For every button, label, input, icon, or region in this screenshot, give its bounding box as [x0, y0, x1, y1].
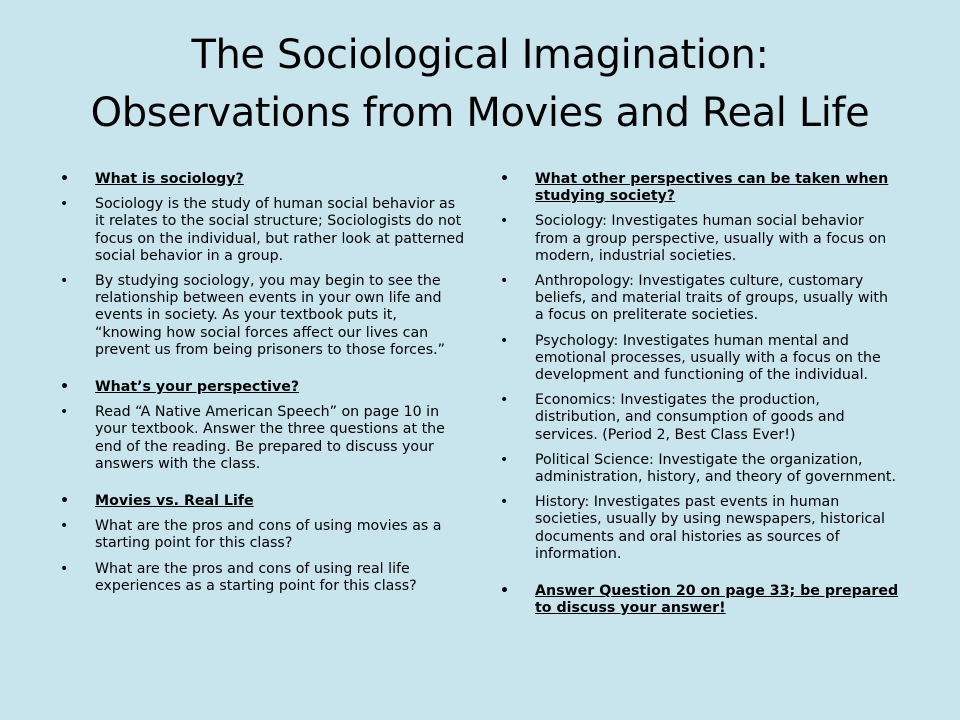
bullet-political-science: • Political Science: Investigate the organization, administration, history, and theory of government. [500, 452, 900, 486]
bullet-real-life-pros-cons: • What are the pros and cons of using real life experiences as a starting point for this class? [60, 561, 465, 595]
slide-title [0, 26, 960, 142]
left-bullet-list [60, 171, 465, 595]
heading-other-perspectives: • What other perspectives can be taken when studying society? [500, 171, 900, 205]
bullet-native-american-speech: • Read “A Native American Speech” on page 10 in your textbook. Answer the three questions at the end of the reading. Be prepared to discuss your answers with the class. [60, 404, 465, 473]
bullet-sociology-definition: • Sociology is the study of human social behavior as it relates to the social structure; Sociologists do not focus on the individual, but rather look at patterned social behavior in a group. [60, 196, 465, 265]
bullet-anthropology: • Anthropology: Investigates culture, customary beliefs, and material traits of groups, usually with a focus on preliterate societies. [500, 273, 900, 325]
bullet-history: • History: Investigates past events in human societies, usually by using newspapers, historical documents and oral histories as sources of information. [500, 494, 900, 563]
left-column [60, 171, 465, 603]
bullet-sociology: • Sociology: Investigates human social behavior from a group perspective, usually with a focus on modern, industrial societies. [500, 213, 900, 265]
right-bullet-list [500, 171, 900, 617]
bullet-movies-pros-cons: • What are the pros and cons of using movies as a starting point for this class? [60, 518, 465, 552]
right-column [500, 171, 900, 625]
title-line-1: The Sociological Imagination: [191, 32, 769, 78]
heading-whats-your-perspective: • What’s your perspective? [60, 379, 465, 396]
bullet-psychology: • Psychology: Investigates human mental and emotional processes, usually with a focus on the development and functioning of the individual. [500, 333, 900, 385]
heading-movies-vs-real-life: • Movies vs. Real Life [60, 493, 465, 510]
heading-what-is-sociology: • What is sociology? [60, 171, 465, 188]
heading-answer-question-20: • Answer Question 20 on page 33; be prepared to discuss your answer! [500, 583, 900, 617]
title-line-2: Observations from Movies and Real Life [90, 90, 870, 136]
bullet-economics: • Economics: Investigates the production, distribution, and consumption of goods and services. (Period 2, Best Class Ever!) [500, 392, 900, 444]
bullet-studying-sociology: • By studying sociology, you may begin to see the relationship between events in your own life and events in society. As your textbook puts it, “knowing how social forces affect our lives can prevent us from being prisoners to those forces.” [60, 273, 465, 359]
